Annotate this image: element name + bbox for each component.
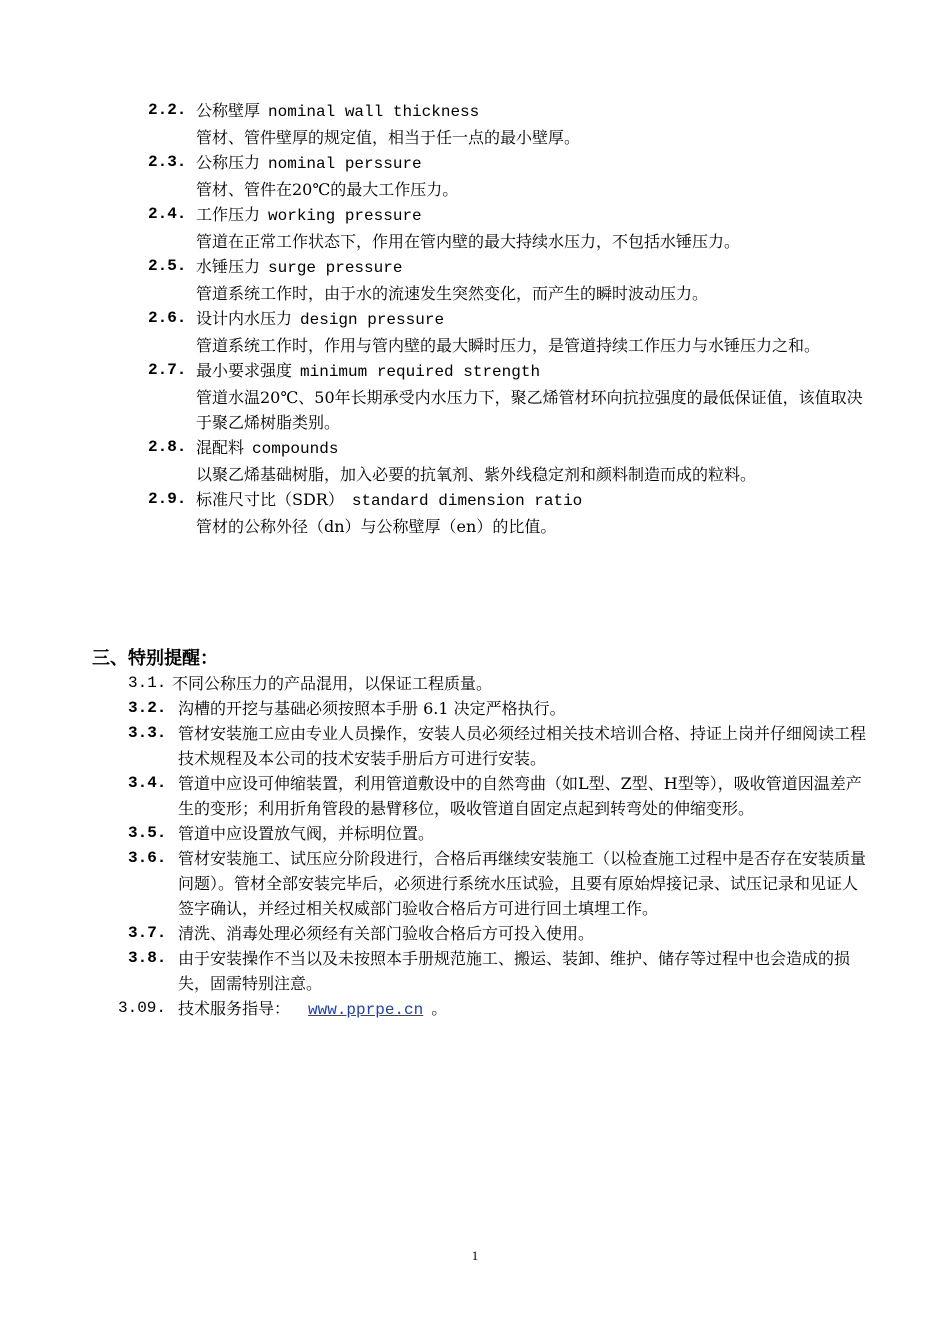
definition-item (148, 98, 868, 150)
definition-heading (196, 358, 868, 385)
reminder-item (128, 771, 868, 821)
reminder-number: 3.7. (128, 924, 167, 942)
definition-heading (196, 487, 868, 514)
definition-term-en: design pressure (300, 311, 445, 329)
definition-description: 管道在正常工作状态下，作用在管内壁的最大持续水压力，不包括水锤压力。 (196, 232, 741, 251)
service-label: 技术服务指导： (178, 999, 291, 1018)
definition-description: 管道水温20℃、50年长期承受内水压力下，聚乙烯管材环向抗拉强度的最低保证值，该值取决于聚乙烯树脂类别。 (196, 388, 863, 432)
reminder-number: 3.4. (128, 774, 167, 792)
definition-item (148, 358, 868, 435)
definition-term: 最小要求强度 (196, 361, 293, 380)
service-number: 3.09. (118, 999, 167, 1017)
definition-term: 水锤压力 (196, 257, 261, 276)
definition-item (148, 435, 868, 487)
reminder-number: 3.2. (128, 699, 167, 717)
definition-term-en: minimum required strength (300, 363, 541, 381)
reminder-number: 3.6. (128, 849, 167, 867)
reminder-item (128, 921, 868, 946)
definition-item (148, 254, 868, 306)
definition-number: 2.8. (148, 438, 187, 456)
reminder-text: 由于安装操作不当以及未按照本手册规范施工、搬运、装卸、维护、储存等过程中也会造成的损失，固需特别注意。 (178, 949, 851, 993)
reminder-number: 3.5. (128, 824, 167, 842)
definition-item (148, 202, 868, 254)
definition-description: 管道系统工作时，作用与管内壁的最大瞬时压力，是管道持续工作压力与水锤压力之和。 (196, 336, 821, 355)
reminder-item (128, 721, 868, 771)
definition-description: 管道系统工作时，由于水的流速发生突然变化，而产生的瞬时波动压力。 (196, 284, 709, 303)
definition-description: 管材、管件在20℃的最大工作压力。 (196, 180, 459, 199)
reminder-item (128, 696, 868, 721)
reminder-number: 3.1. (128, 674, 167, 692)
service-item (118, 996, 868, 1023)
definition-number: 2.6. (148, 309, 187, 327)
section-title: 三、特别提醒： (92, 648, 218, 669)
definition-description: 管材、管件壁厚的规定值，相当于任一点的最小壁厚。 (196, 128, 581, 147)
reminder-text: 管道中应设置放气阀，并标明位置。 (178, 824, 435, 843)
reminder-item (128, 821, 868, 846)
reminder-text: 不同公称压力的产品混用，以保证工程质量。 (172, 674, 493, 693)
definition-term-en: compounds (252, 440, 339, 458)
definition-number: 2.4. (148, 205, 187, 223)
reminder-text: 沟槽的开挖与基础必须按照本手册 6.1 决定严格执行。 (178, 699, 566, 718)
definition-heading (196, 254, 868, 281)
definition-number: 2.9. (148, 490, 187, 508)
definition-item (148, 306, 868, 358)
definition-term-en: standard dimension ratio (351, 492, 583, 510)
reminder-text: 管道中应设可伸缩装置，利用管道敷设中的自然弯曲（如L型、Z型、H型等），吸收管道因温差产生的变形；利用折角管段的悬臂移位，吸收管道自固定点起到转弯处的伸缩变形。 (178, 774, 862, 818)
service-end: 。 (431, 999, 448, 1018)
definition-term: 标准尺寸比（SDR） (196, 490, 344, 509)
definition-term: 公称壁厚 (196, 101, 261, 120)
reminder-item (128, 846, 868, 921)
reminder-number: 3.3. (128, 724, 167, 742)
reminder-list (118, 671, 868, 1023)
reminder-text: 清洗、消毒处理必须经有关部门验收合格后方可投入使用。 (178, 924, 595, 943)
definition-heading (196, 306, 868, 333)
reminder-item (128, 671, 868, 696)
definition-heading (196, 435, 868, 462)
reminder-number: 3.8. (128, 949, 167, 967)
definition-number: 2.5. (148, 257, 187, 275)
definition-term-en: surge pressure (268, 259, 403, 277)
definition-number: 2.2. (148, 101, 187, 119)
definition-heading (196, 202, 868, 229)
reminder-text: 管材安装施工、试压应分阶段进行，合格后再继续安装施工（以检查施工过程中是否存在安装质量问题）。管材全部安装完毕后，必须进行系统水压试验，且要有原始焊接记录、试压记录和见证人签字确认，并经过相关权威部门验收合格后方可进行回土填埋工作。 (178, 849, 867, 918)
definition-heading (196, 98, 868, 125)
definition-description: 管材的公称外径（dn）与公称壁厚（en）的比值。 (196, 517, 557, 536)
definition-term-en: nominal perssure (268, 155, 422, 173)
definition-number: 2.3. (148, 153, 187, 171)
definition-term-en: working pressure (268, 207, 422, 225)
reminder-text: 管材安装施工应由专业人员操作，安装人员必须经过相关技术培训合格、持证上岗并仔细阅读工程技术规程及本公司的技术安装手册后方可进行安装。 (178, 724, 867, 768)
definition-description: 以聚乙烯基础树脂，加入必要的抗氧剂、紫外线稳定剂和颜料制造而成的粒料。 (196, 465, 757, 484)
definition-item (148, 487, 868, 539)
definition-item (148, 150, 868, 202)
definition-number: 2.7. (148, 361, 187, 379)
definition-term: 混配料 (196, 438, 245, 457)
definition-term-en: nominal wall thickness (268, 103, 480, 121)
reminder-item (128, 946, 868, 996)
definition-term: 公称压力 (196, 153, 261, 172)
definitions-list (148, 98, 868, 539)
service-link[interactable]: www.pprpe.cn (308, 1001, 424, 1019)
definition-term: 设计内水压力 (196, 309, 293, 328)
page-number: 1 (471, 1248, 479, 1263)
definition-heading (196, 150, 868, 177)
definition-term: 工作压力 (196, 205, 261, 224)
